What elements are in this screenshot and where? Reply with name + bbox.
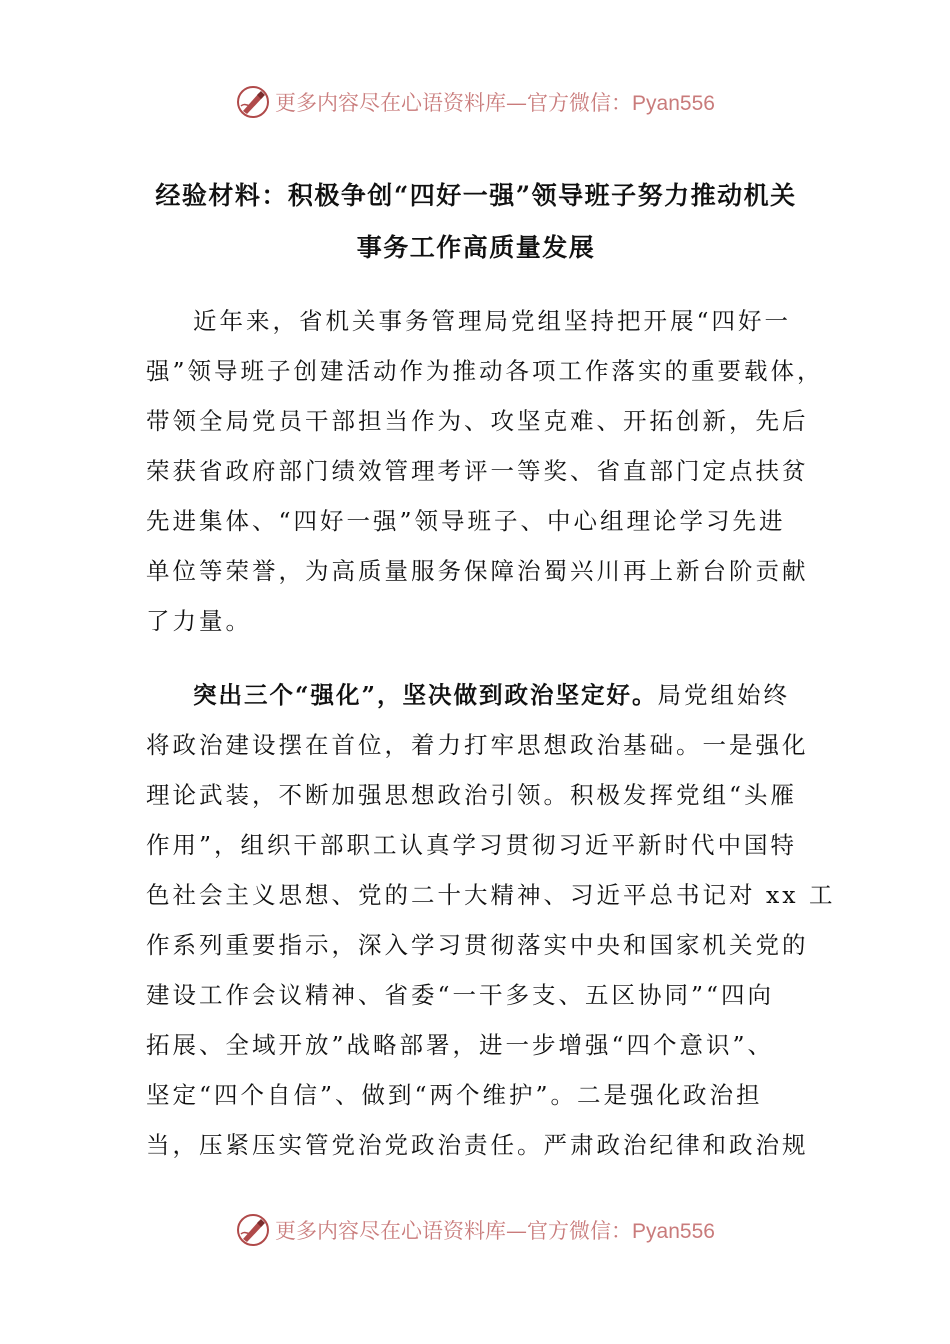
text-line: 拓展、全域开放”战略部署，进一步增强“四个意识”、 <box>146 1031 775 1059</box>
title-line: 事务工作高质量发展 <box>356 233 596 262</box>
text-line: 先进集体、“四好一强”领导班子、中心组理论学习先进 <box>146 507 786 535</box>
paragraph-intro <box>146 296 824 646</box>
header-watermark <box>0 82 950 122</box>
watermark-handle: Pyan556 <box>632 1220 715 1243</box>
pen-nib-logo-icon <box>235 84 271 120</box>
text-line: 荣获省政府部门绩效管理考评一等奖、省直部门定点扶贫 <box>146 457 809 485</box>
text-line: 色社会主义思想、党的二十大精神、习近平总书记对 xx 工 <box>146 881 836 909</box>
pen-nib-logo-icon <box>235 1212 271 1248</box>
section-heading: 突出三个“强化”，坚决做到政治坚定好。 <box>193 681 658 709</box>
paragraph-political <box>146 670 836 1170</box>
text-line <box>146 670 806 720</box>
text-line: 作用”，组织干部职工认真学习贯彻习近平新时代中国特 <box>146 831 798 859</box>
footer-watermark <box>0 1210 950 1250</box>
text-line: 带领全局党员干部担当作为、攻坚克难、开拓创新，先后 <box>146 407 809 435</box>
watermark-text: 更多内容尽在心语资料库—官方微信：Pyan556 <box>275 1219 715 1243</box>
text-line: 坚定“四个自信”、做到“两个维护”。二是强化政治担 <box>146 1081 763 1109</box>
watermark-text: 更多内容尽在心语资料库—官方微信：Pyan556 <box>275 91 715 115</box>
text-line: 单位等荣誉，为高质量服务保障治蜀兴川再上新台阶贡献 <box>146 557 809 585</box>
text-line: 强”领导班子创建活动作为推动各项工作落实的重要载体， <box>146 357 824 385</box>
text-line: 近年来，省机关事务管理局党组坚持把开展“四好一 <box>193 307 792 335</box>
text-line: 理论武装，不断加强思想政治引领。积极发挥党组“头雁 <box>146 781 798 809</box>
document-title <box>146 170 806 274</box>
title-line: 经验材料：积极争创“四好一强”领导班子努力推动机关 <box>155 181 797 210</box>
text-line: 将政治建设摆在首位，着力打牢思想政治基础。一是强化 <box>146 731 809 759</box>
text-line: 了力量。 <box>146 607 252 635</box>
text-run: 局党组始终 <box>657 681 791 709</box>
text-line: 作系列重要指示，深入学习贯彻落实中央和国家机关党的 <box>146 931 809 959</box>
text-line: 建设工作会议精神、省委“一干多支、五区协同”“四向 <box>146 981 775 1009</box>
text-line: 当，压紧压实管党治党政治责任。严肃政治纪律和政治规 <box>146 1131 809 1159</box>
watermark-handle: Pyan556 <box>632 92 715 115</box>
